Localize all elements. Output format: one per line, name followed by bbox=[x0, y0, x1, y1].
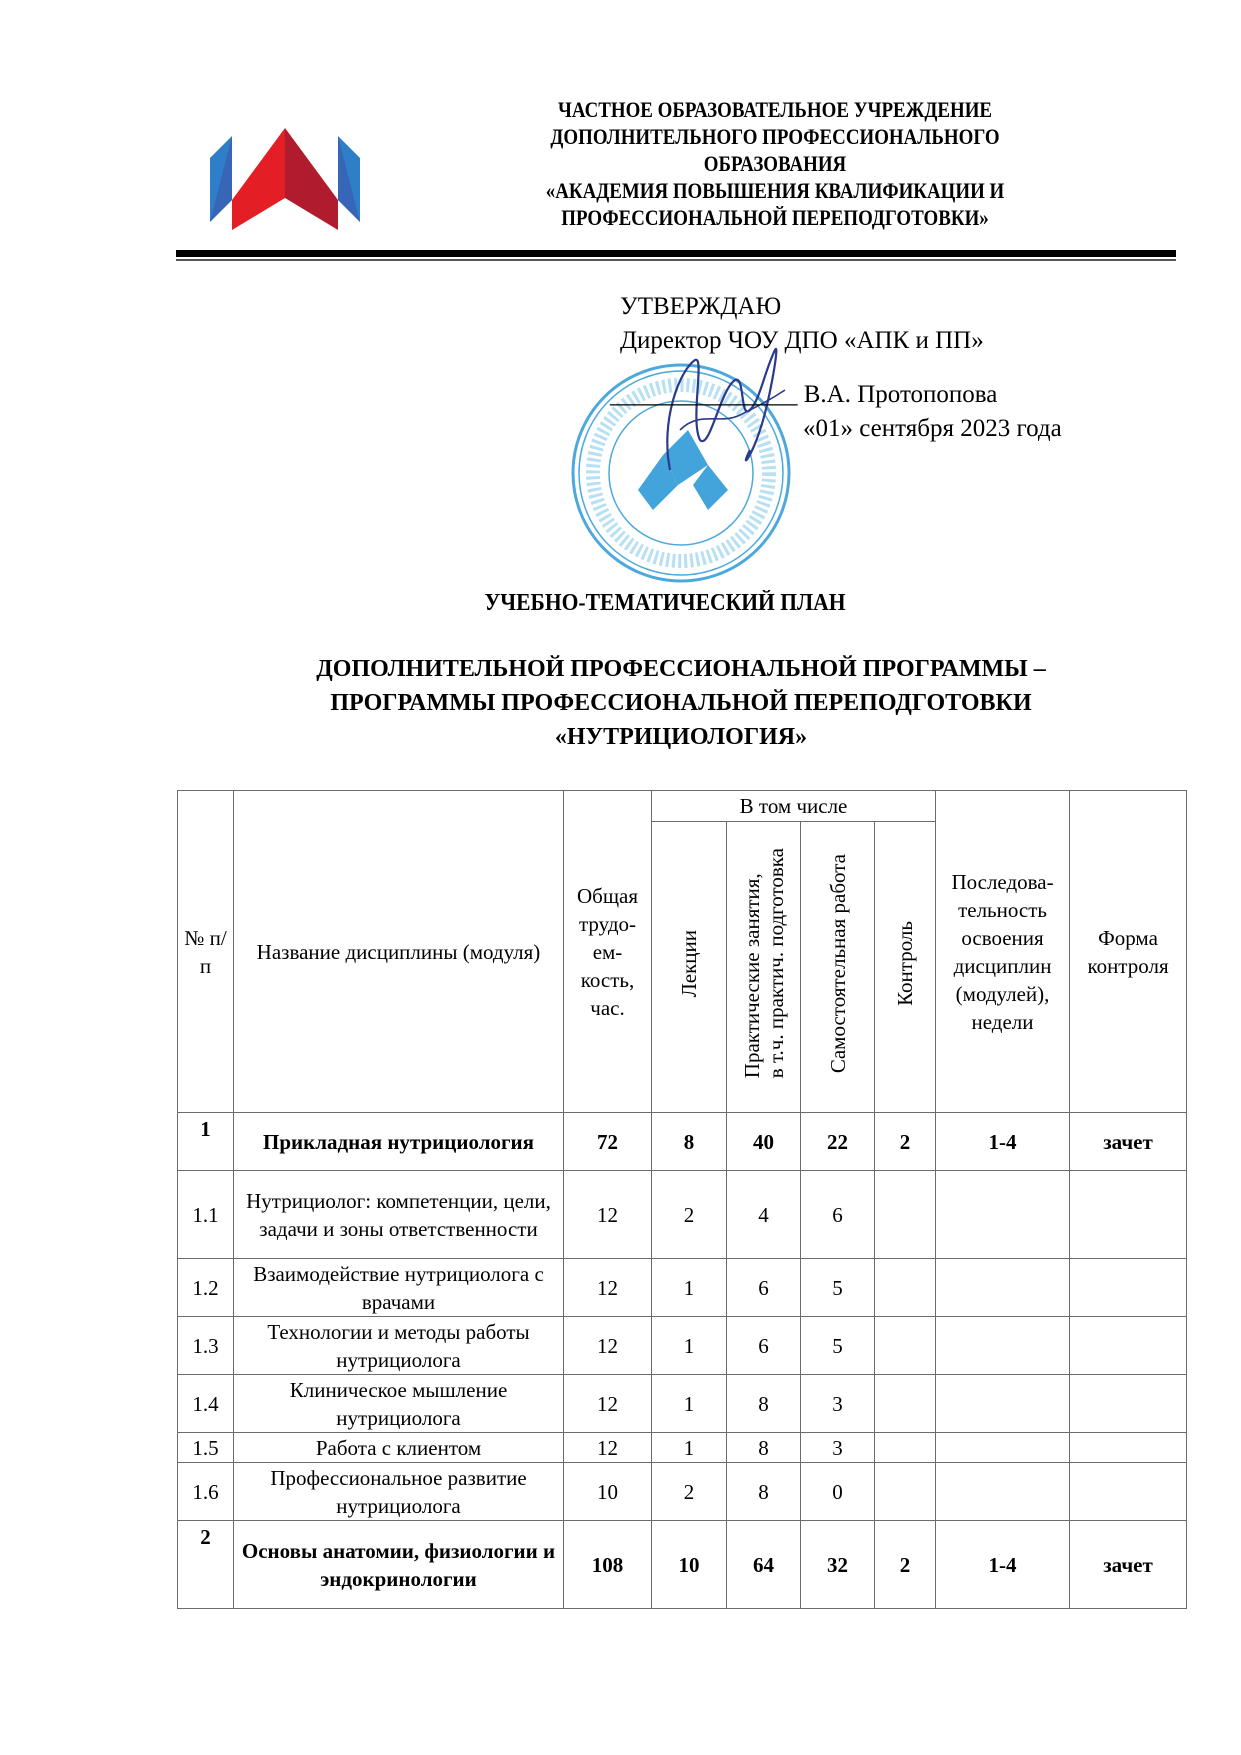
program-title-line: ПРОГРАММЫ ПРОФЕССИОНАЛЬНОЙ ПЕРЕПОДГОТОВКИ bbox=[330, 690, 1032, 716]
header-lectures: Лекции bbox=[652, 822, 727, 1113]
program-title bbox=[176, 652, 1186, 754]
header-selfwork: Самостоятельная работа bbox=[801, 822, 875, 1113]
header-control: Контроль bbox=[875, 822, 936, 1113]
header-including: В том числе bbox=[652, 791, 936, 822]
organization-header bbox=[500, 96, 1050, 231]
header-sequence: Последова-тельность освоения дисциплин (модулей), недели bbox=[936, 791, 1070, 1113]
program-title-line: ДОПОЛНИТЕЛЬНОЙ ПРОФЕССИОНАЛЬНОЙ ПРОГРАММЫ – bbox=[316, 656, 1046, 682]
org-line: ПРОФЕССИОНАЛЬНОЙ ПЕРЕПОДГОТОВКИ» bbox=[561, 205, 989, 230]
program-title-line: «НУТРИЦИОЛОГИЯ» bbox=[554, 724, 808, 750]
table-row: 1.2 Взаимодействие нутрициолога с врачами 12 1 6 5 bbox=[178, 1259, 1187, 1317]
header-divider-thick bbox=[176, 250, 1176, 257]
table-row: 1.1 Нутрициолог: компетенции, цели, задачи и зоны ответственности 12 2 4 6 bbox=[178, 1171, 1187, 1259]
plan-title: УЧЕБНО-ТЕМАТИЧЕСКИЙ ПЛАН bbox=[484, 590, 846, 616]
approval-block bbox=[610, 290, 1062, 446]
org-line: «АКАДЕМИЯ ПОВЫШЕНИЯ КВАЛИФИКАЦИИ И bbox=[545, 178, 1005, 203]
org-line: ЧАСТНОЕ ОБРАЗОВАТЕЛЬНОЕ УЧРЕЖДЕНИЕ bbox=[557, 97, 993, 122]
org-line: ДОПОЛНИТЕЛЬНОГО ПРОФЕССИОНАЛЬНОГО bbox=[550, 124, 1000, 149]
header-total: Общая трудо-ем-кость, час. bbox=[564, 791, 652, 1113]
approval-title: УТВЕРЖДАЮ bbox=[620, 293, 782, 320]
header-practice: Практические занятия, в т.ч. практич. подготовка bbox=[727, 822, 801, 1113]
header-num: № п/п bbox=[178, 791, 234, 1113]
header-name: Название дисциплины (модуля) bbox=[234, 791, 564, 1113]
curriculum-table bbox=[177, 790, 1187, 1609]
table-row: 1 Прикладная нутрициология 72 8 40 22 2 1-4 зачет bbox=[178, 1113, 1187, 1171]
academy-logo-icon bbox=[210, 128, 360, 230]
signature-line: _______________ В.А. Протопопова bbox=[610, 381, 998, 408]
header-divider-thin bbox=[176, 259, 1176, 261]
approval-position: Директор ЧОУ ДПО «АПК и ПП» bbox=[620, 327, 984, 354]
header-form: Форма контроля bbox=[1070, 791, 1187, 1113]
table-row: 1.4 Клиническое мышление нутрициолога 12 1 8 3 bbox=[178, 1375, 1187, 1433]
table-row: 1.6 Профессиональное развитие нутрициолога 10 2 8 0 bbox=[178, 1463, 1187, 1521]
table-row: 1.5 Работа с клиентом 12 1 8 3 bbox=[178, 1433, 1187, 1463]
table-row: 1.3 Технологии и методы работы нутрициолога 12 1 6 5 bbox=[178, 1317, 1187, 1375]
approval-date: «01» сентября 2023 года bbox=[803, 415, 1062, 442]
org-line: ОБРАЗОВАНИЯ bbox=[703, 151, 847, 176]
table-row: 2 Основы анатомии, физиологии и эндокринологии 108 10 64 32 2 1-4 зачет bbox=[178, 1521, 1187, 1609]
